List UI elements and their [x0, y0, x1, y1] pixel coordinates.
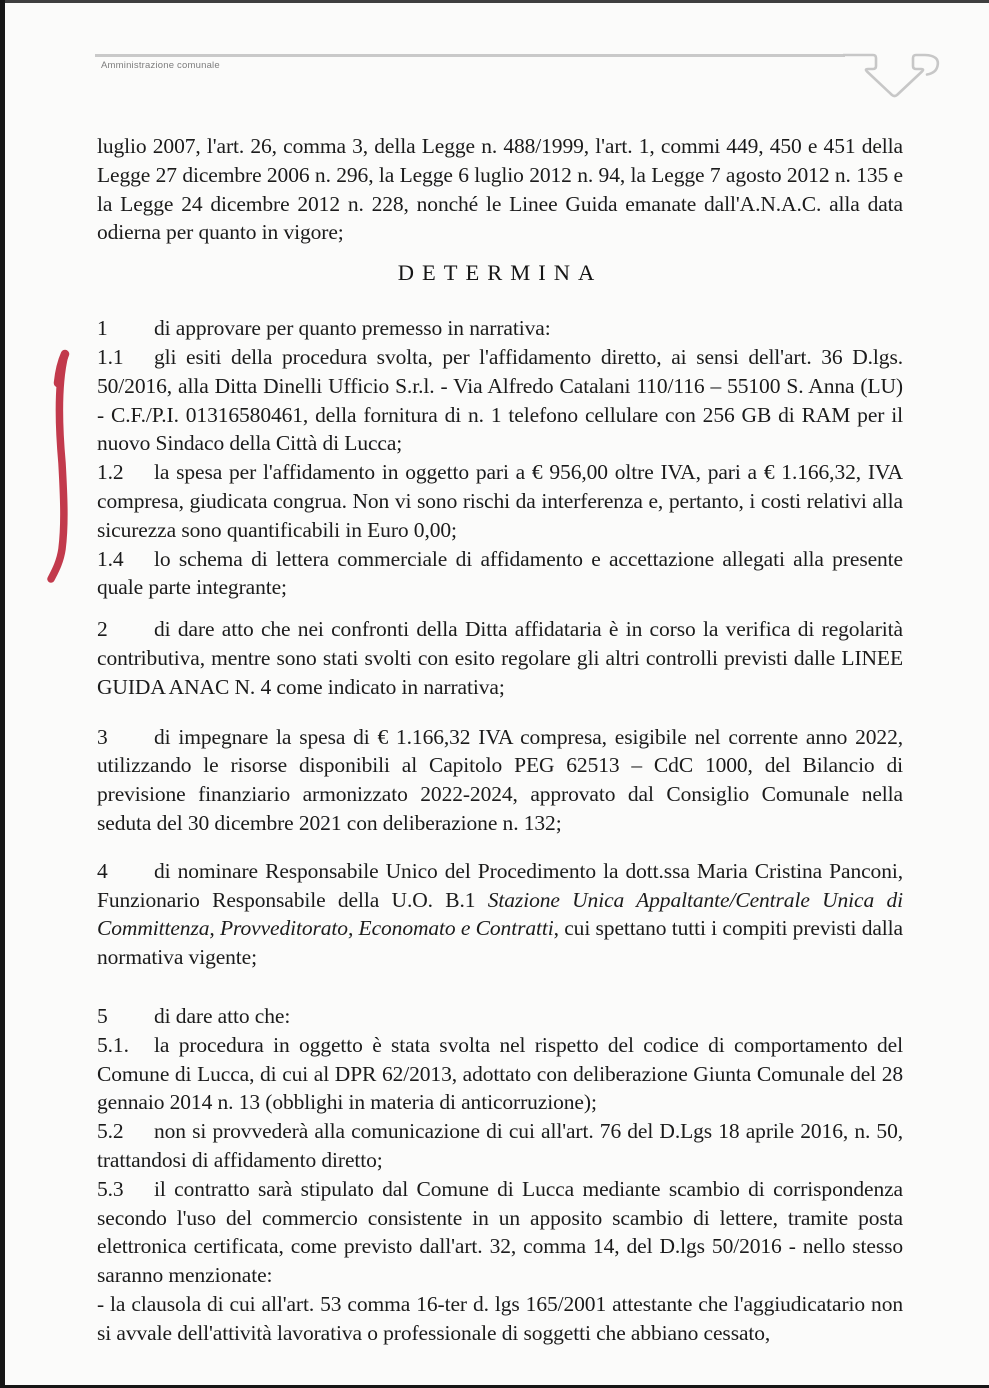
item-4 — [97, 857, 903, 972]
item-2 — [97, 615, 903, 701]
item-1-2-text: la spesa per l'affidamento in oggetto pari a € 956,00 oltre IVA, pari a € 1.166,32, IVA compresa, giudicata congrua. Non vi sono rischi da interferenza e, pertanto, i costi relativi alla sicurezza sono quantificabili in Euro 0,00; — [97, 460, 903, 542]
item-5-2-number: 5.2 — [97, 1119, 124, 1144]
item-3-number: 3 — [97, 724, 108, 749]
scan-left-edge — [0, 0, 5, 1388]
item-5-3 — [97, 1175, 903, 1290]
item-5-2 — [97, 1117, 903, 1175]
item-1-4-text: lo schema di lettera commerciale di affidamento e accettazione allegati alla presente quale parte integrante; — [97, 546, 903, 600]
item-1-text: di approvare per quanto premesso in narrativa: — [154, 316, 551, 341]
letterhead-rule — [95, 54, 845, 57]
item-4-number: 4 — [97, 858, 108, 883]
item-4-text-post: , cui spettano tutti i compiti previsti dalla normativa vigente; — [97, 916, 903, 970]
item-5-1-number: 5.1. — [97, 1032, 129, 1057]
item-1-2-number: 1.2 — [97, 460, 124, 485]
item-5-1-text: la procedura in oggetto è stata svolta nel rispetto del codice di comportamento del Comune di Lucca, di cui al DPR 62/2013, adottato con deliberazione Giunta Comunale del 28 gennaio 2014 n. 13 (obblighi in materia di anticorruzione); — [97, 1032, 903, 1115]
item-1-1 — [97, 343, 903, 458]
item-1-1-text: gli esiti della procedura svolta, per l'affidamento diretto, ai sensi dell'art. 36 D.lgs. 50/2016, alla Ditta Dinelli Ufficio S.r.l. - Via Alfredo Catalani 110/116 – 55100 S. Anna (LU) - C.F./P.I. 01316580461, della fornitura di n. 1 telefono cellulare con 256 GB di RAM per il nuovo Sindaco della Città di Lucca; — [97, 344, 903, 456]
item-1 — [97, 314, 903, 343]
item-5-3-text: il contratto sarà stipulato dal Comune di Lucca mediante scambio di corrispondenza secondo l'uso del commercio consistente in un apposito scambio di lettere, tramite posta elettronica certificata, come previsto dall'art. 32, comma 14, del D.lgs 50/2016 - nello stesso saranno menzionate: — [97, 1176, 903, 1288]
intro-paragraph: luglio 2007, l'art. 26, comma 3, della Legge n. 488/1999, l'art. 1, commi 449, 450 e 451 della Legge 27 dicembre 2006 n. 296, la Legge 6 luglio 2012 n. 94, la Legge 7 agosto 2012 n. 135 e la Legge 24 dicembre 2012 n. 228, nonché le Linee Guida emanate dall'A.N.A.C. alla data odierna per quanto in vigore; — [97, 134, 903, 245]
item-1-4 — [97, 545, 903, 603]
item-1-1-number: 1.1 — [97, 344, 124, 369]
item-1-4-number: 1.4 — [97, 546, 124, 571]
item-5-text: di dare atto che: — [154, 1003, 291, 1028]
item-5-1 — [97, 1031, 903, 1117]
fold-down-arrow-icon — [843, 50, 947, 110]
item-3 — [97, 723, 903, 838]
item-4-text-italic: Stazione Unica Appaltante/Centrale Unica di Committenza, Provveditorato, Economato e Contratti — [97, 887, 903, 941]
red-annotation-line — [46, 349, 80, 587]
item-4-text-pre: di nominare Responsabile Unico del Procedimento la dott.ssa Maria Cristina Panconi, Funzionario Responsabile della U.O. B.1 — [97, 858, 903, 912]
item-3-text: di impegnare la spesa di € 1.166,32 IVA compresa, esigibile nel corrente anno 2022, utilizzando le risorse disponibili al Capitolo PEG 62513 – CdC 1000, del Bilancio di previsione finanziario armonizzato 2022-2024, approvato dal Consiglio Comunale nella seduta del 30 dicembre 2021 con deliberazione n. 132; — [97, 724, 903, 835]
item-2-number: 2 — [97, 617, 108, 642]
item-5 — [97, 1002, 903, 1031]
item-2-text: di dare atto che nei confronti della Ditta affidataria è in corso la verifica di regolarità contributiva, mentre sono stati svolti con esito regolare gli altri controlli previsti dalle LINEE GUIDA ANAC N. 4 come indicato in narrativa; — [97, 617, 903, 699]
scan-top-edge — [0, 0, 989, 3]
letterhead-label: Amministrazione comunale — [101, 60, 220, 71]
item-5-number: 5 — [97, 1003, 108, 1028]
document-title: DETERMINA — [397, 260, 603, 286]
document-body — [97, 132, 903, 1347]
item-1-number: 1 — [97, 316, 108, 341]
clause-paragraph: - la clausola di cui all'art. 53 comma 16-ter d. lgs 165/2001 attestante che l'aggiudicatario non si avvale dell'attività lavorativa o professionale di soggetti che abbiano cessato, — [97, 1291, 903, 1345]
item-1-2 — [97, 458, 903, 544]
item-5-3-number: 5.3 — [97, 1176, 124, 1201]
item-5-2-text: non si provvederà alla comunicazione di cui all'art. 76 del D.Lgs 18 aprile 2016, n. 50, trattandosi di affidamento diretto; — [97, 1119, 903, 1172]
